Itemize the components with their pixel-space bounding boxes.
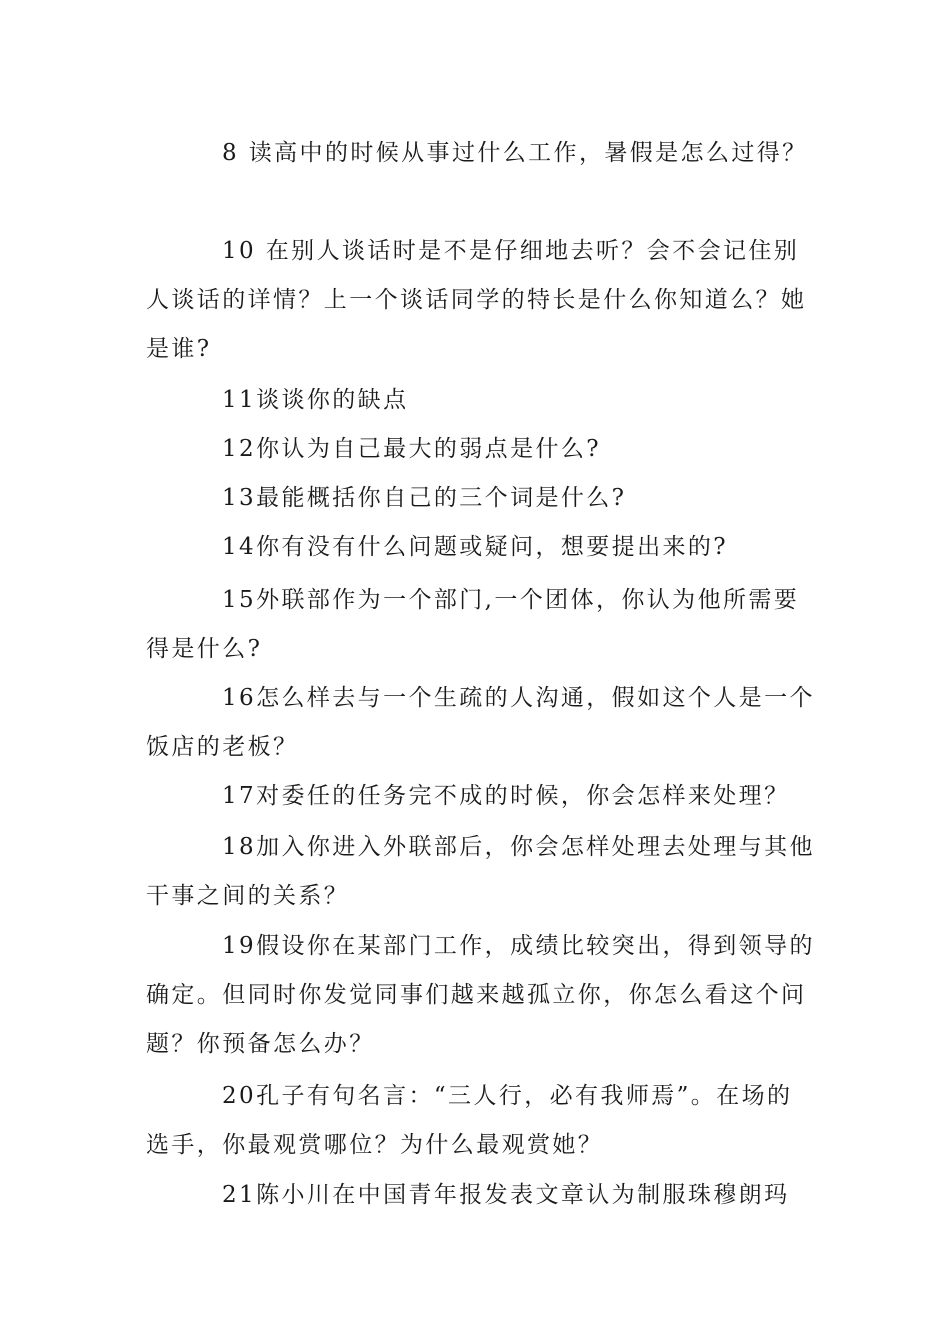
- paragraph-q10: 10 在别人谈话时是不是仔细地去听？会不会记住别人谈话的详情？上一个谈话同学的特长是什么你知道么？她是谁?: [146, 238, 807, 362]
- paragraph-q15: 15外联部作为一个部门,一个团体，你认为他所需要得是什么?: [146, 587, 800, 662]
- paragraph-q16: 16怎么样去与一个生疏的人沟通，假如这个人是一个饭店的老板？: [146, 685, 815, 760]
- paragraph-q19: 19假设你在某部门工作，成绩比较突出，得到领导的确定。但同时你发觉同事们越来越孤立你，你怎么看这个问题？你预备怎么办？: [146, 933, 815, 1057]
- paragraph-q20: 20孔子有句名言：“三人行，必有我师焉”。在场的选手，你最观赏哪位？为什么最观赏她？: [146, 1083, 793, 1158]
- paragraph-q11: 11谈谈你的缺点: [222, 387, 409, 413]
- paragraph-q8: 8 读高中的时候从事过什么工作，暑假是怎么过得？: [222, 140, 808, 166]
- paragraph-q21: 21陈小川在中国青年报发表文章认为制服珠穆朗玛: [222, 1182, 790, 1208]
- paragraph-q13: 13最能概括你自己的三个词是什么?: [222, 485, 627, 511]
- paragraph-q12: 12你认为自己最大的弱点是什么?: [222, 436, 601, 462]
- paragraph-q17: 17对委任的任务完不成的时候，你会怎样来处理？: [222, 783, 790, 809]
- paragraph-q14: 14你有没有什么问题或疑问，想要提出来的?: [222, 534, 728, 560]
- paragraph-q18: 18加入你进入外联部后，你会怎样处理去处理与其他干事之间的关系？: [146, 834, 815, 909]
